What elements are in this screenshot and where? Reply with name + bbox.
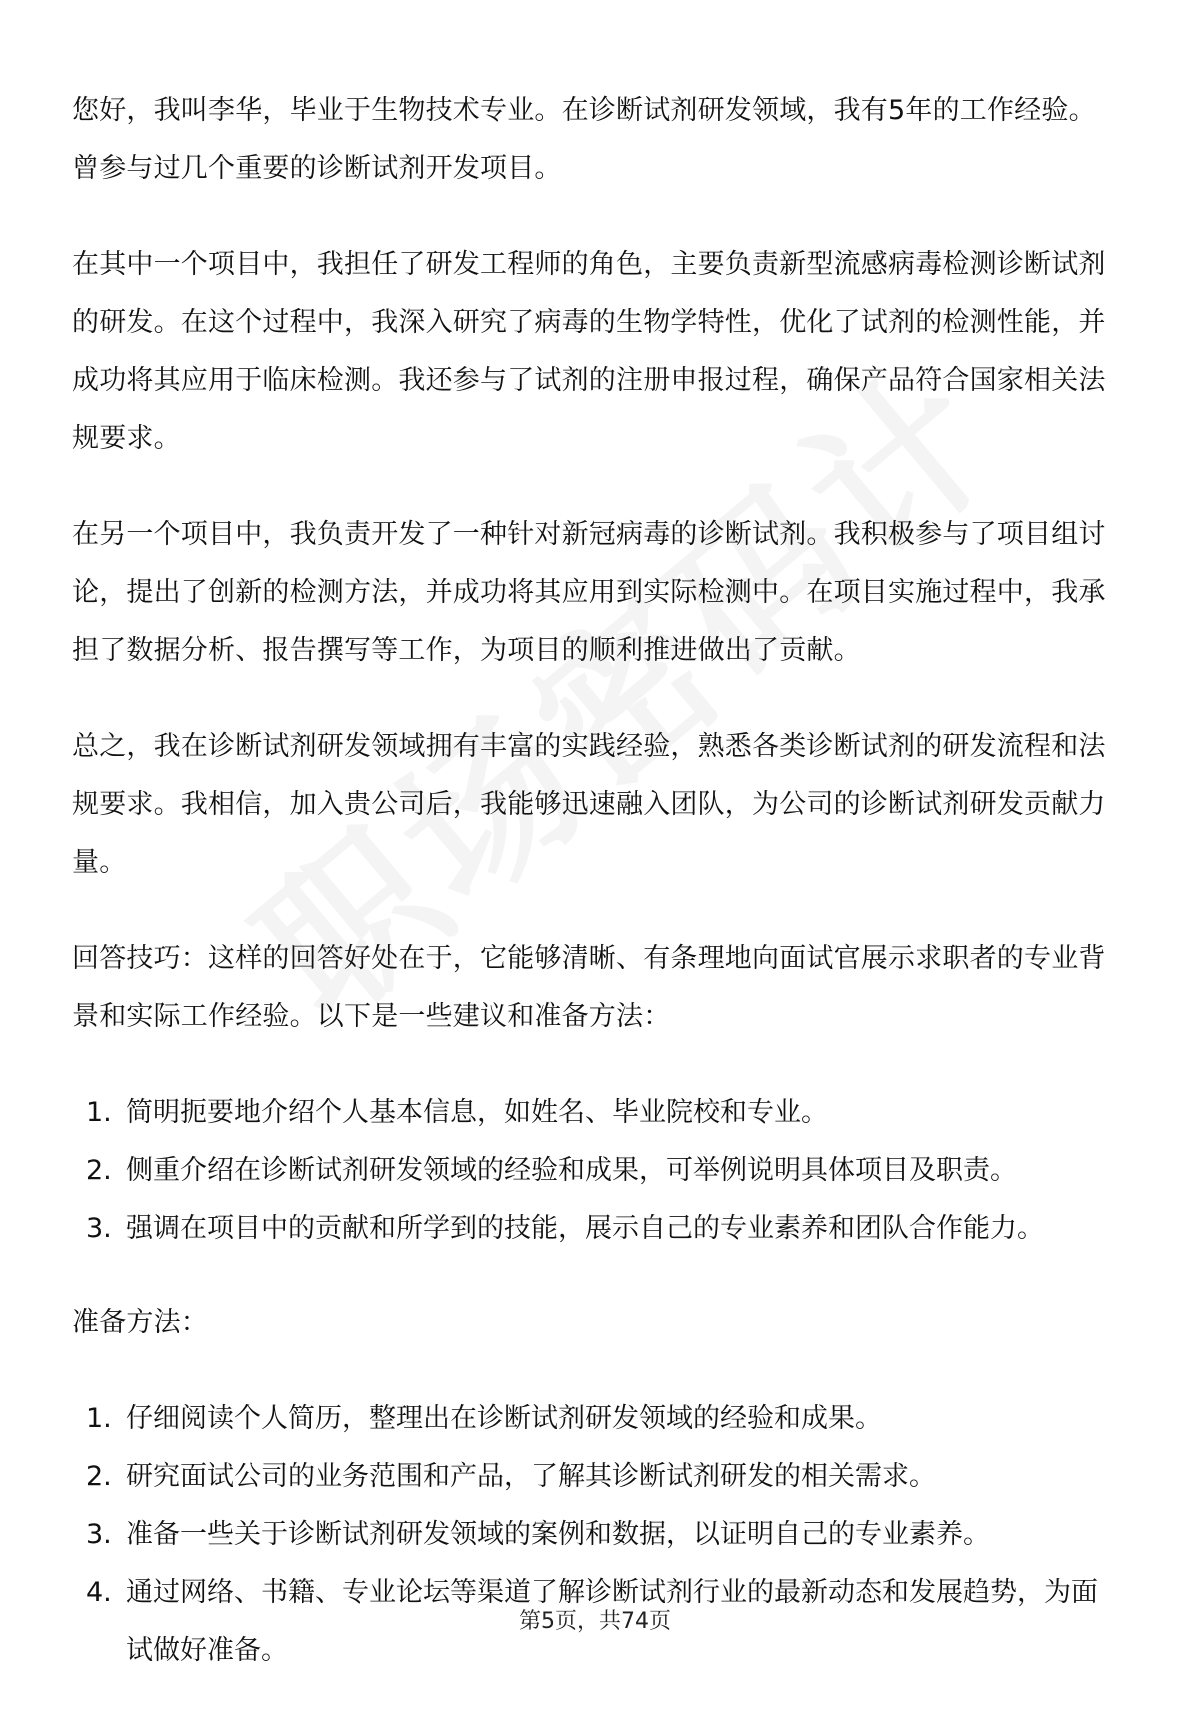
list-number: 4. — [86, 1577, 112, 1608]
list-item — [72, 1142, 1122, 1200]
list-number: 2. — [86, 1461, 112, 1492]
list-item — [72, 1200, 1122, 1258]
list-item-text: 强调在项目中的贡献和所学到的技能，展示自己的专业素养和团队合作能力。 — [126, 1213, 1044, 1244]
list-item-text: 通过网络、书籍、专业论坛等渠道了解诊断试剂行业的最新动态和发展趋势，为面试做好准备。 — [126, 1577, 1098, 1666]
project-two-paragraph: 在另一个项目中，我负责开发了一种针对新冠病毒的诊断试剂。我积极参与了项目组讨论，提出了创新的检测方法，并成功将其应用到实际检测中。在项目实施过程中，我承担了数据分析、报告撰写等工作，为项目的顺利推进做出了贡献。 — [72, 519, 1106, 666]
list-item-text: 侧重介绍在诊断试剂研发领域的经验和成果，可举例说明具体项目及职责。 — [126, 1155, 1017, 1186]
list-item — [72, 1084, 1122, 1142]
document-body — [72, 82, 1122, 1716]
list-item — [72, 1390, 1122, 1448]
page-number: 第5页，共74页 — [519, 1609, 671, 1634]
project-one-paragraph: 在其中一个项目中，我担任了研发工程师的角色，主要负责新型流感病毒检测诊断试剂的研发。在这个过程中，我深入研究了病毒的生物学特性，优化了试剂的检测性能，并成功将其应用于临床检测。我还参与了试剂的注册申报过程，确保产品符合国家相关法规要求。 — [72, 249, 1106, 454]
list-number: 3. — [86, 1213, 112, 1244]
list-item — [72, 1448, 1122, 1506]
answer-tips-paragraph: 回答技巧：这样的回答好处在于，它能够清晰、有条理地向面试官展示求职者的专业背景和实际工作经验。以下是一些建议和准备方法： — [72, 943, 1106, 1032]
list-number: 2. — [86, 1155, 112, 1186]
intro-paragraph: 您好，我叫李华，毕业于生物技术专业。在诊断试剂研发领域，我有5年的工作经验。曾参与过几个重要的诊断试剂开发项目。 — [72, 95, 1096, 184]
list-item-text: 研究面试公司的业务范围和产品，了解其诊断试剂研发的相关需求。 — [126, 1461, 936, 1492]
list-item — [72, 1506, 1122, 1564]
list-item-text: 简明扼要地介绍个人基本信息，如姓名、毕业院校和专业。 — [126, 1097, 828, 1128]
prep-heading: 准备方法： — [72, 1307, 208, 1338]
tips-list — [72, 1084, 1122, 1258]
prep-list — [72, 1390, 1122, 1680]
list-number: 1. — [86, 1403, 112, 1434]
list-number: 3. — [86, 1519, 112, 1550]
list-item-text: 仔细阅读个人简历，整理出在诊断试剂研发领域的经验和成果。 — [126, 1403, 882, 1434]
list-number: 1. — [86, 1097, 112, 1128]
list-item-text: 准备一些关于诊断试剂研发领域的案例和数据，以证明自己的专业素养。 — [126, 1519, 990, 1550]
summary-paragraph: 总之，我在诊断试剂研发领域拥有丰富的实践经验，熟悉各类诊断试剂的研发流程和法规要求。我相信，加入贵公司后，我能够迅速融入团队，为公司的诊断试剂研发贡献力量。 — [72, 731, 1106, 878]
